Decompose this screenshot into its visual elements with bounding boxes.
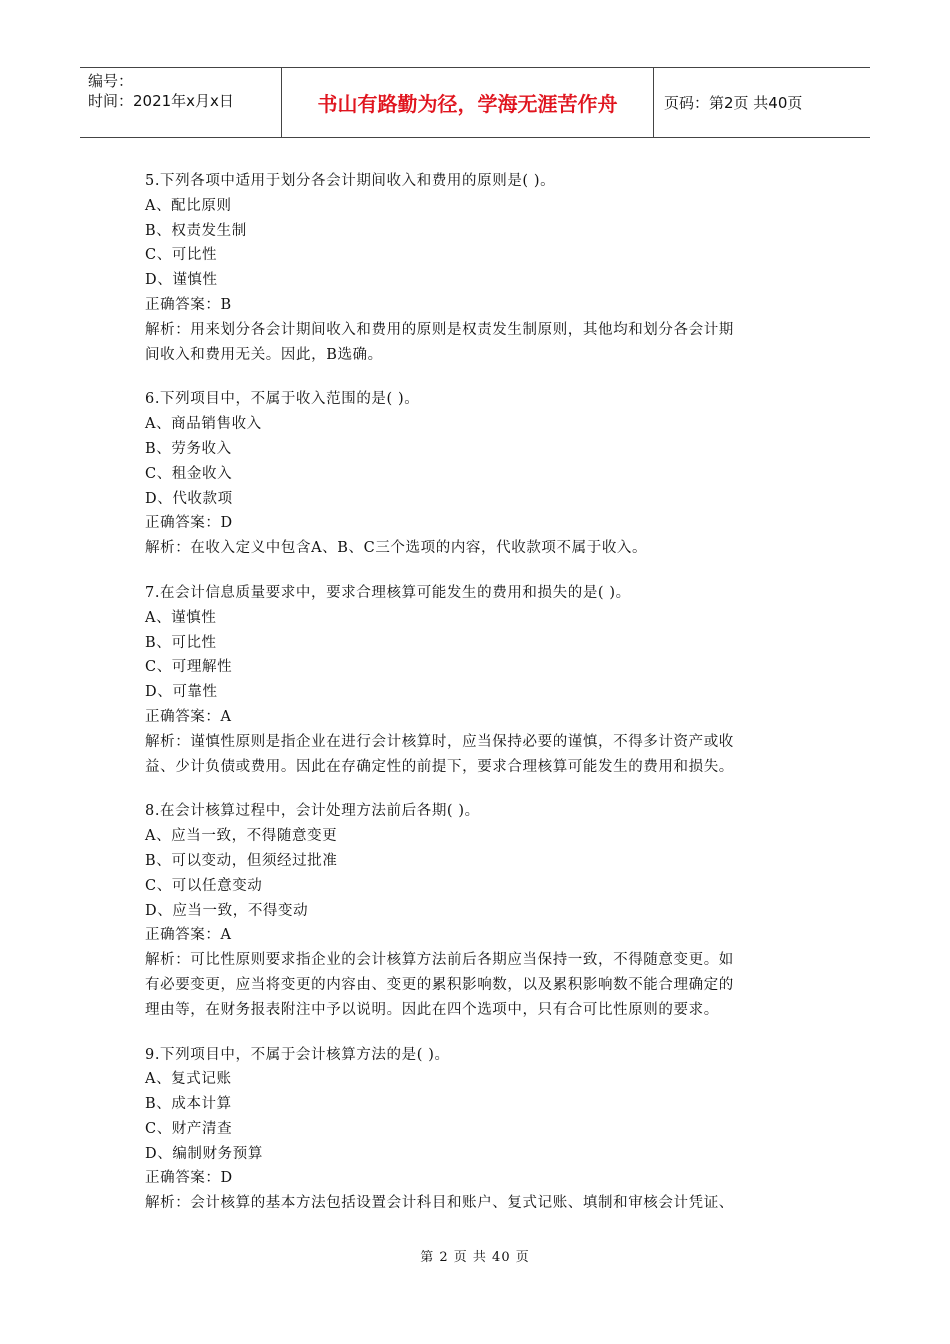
analysis-line: 解析：用来划分各会计期间收入和费用的原则是权责发生制原则，其他均和划分各会计期	[145, 321, 734, 338]
option-a: A、配比原则	[145, 197, 232, 214]
document-time-label: 时间：2021年x月x日	[88, 92, 234, 110]
option-b: B、可比性	[145, 634, 217, 651]
question-stem: 6.下列项目中，不属于收入范围的是( )。	[145, 391, 420, 408]
question-stem: 8.在会计核算过程中，会计处理方法前后各期( )。	[145, 803, 480, 820]
option-a: A、商品销售收入	[145, 416, 262, 433]
header-motto: 书山有路勤为径，学海无涯苦作舟	[282, 68, 654, 137]
question-stem: 5.下列各项中适用于划分各会计期间收入和费用的原则是( )。	[145, 173, 556, 189]
analysis-line: 间收入和费用无关。因此，B选确。	[145, 346, 383, 363]
analysis-line: 益、少计负债或费用。因此在存确定性的前提下，要求合理核算可能发生的费用和损失。	[145, 758, 734, 775]
question-list	[145, 169, 805, 1236]
correct-answer: 正确答案：D	[145, 515, 233, 532]
option-a: A、谨慎性	[145, 609, 217, 626]
option-b: B、劳务收入	[145, 440, 232, 457]
correct-answer: 正确答案：B	[145, 296, 232, 313]
question-block	[145, 169, 805, 367]
option-b: B、可以变动，但须经过批准	[145, 852, 338, 869]
page-header	[80, 67, 870, 138]
option-b: B、权责发生制	[145, 222, 247, 239]
header-meta	[80, 68, 282, 137]
option-c: C、可以任意变动	[145, 877, 263, 894]
document-number-label: 编号：	[88, 72, 134, 90]
analysis-line: 理由等，在财务报表附注中予以说明。因此在四个选项中，只有合可比性原则的要求。	[145, 1001, 719, 1018]
option-d: D、编制财务预算	[145, 1145, 263, 1162]
page-footer: 第 2 页 共 40 页	[420, 1250, 530, 1265]
question-block	[145, 581, 805, 779]
option-d: D、可靠性	[145, 684, 218, 701]
question-block	[145, 799, 805, 1022]
option-c: C、可比性	[145, 247, 218, 264]
correct-answer: 正确答案：A	[145, 708, 232, 725]
header-page-label: 页码：第2页 共40页	[664, 94, 803, 112]
option-c: C、租金收入	[145, 465, 233, 482]
question-block	[145, 387, 805, 561]
correct-answer: 正确答案：D	[145, 1170, 233, 1187]
question-block	[145, 1043, 805, 1217]
analysis-line: 有必要变更，应当将变更的内容由、变更的累积影响数，以及累积影响数不能合理确定的	[145, 976, 734, 993]
option-d: D、代收款项	[145, 490, 233, 507]
option-a: A、复式记账	[145, 1071, 232, 1088]
analysis-line: 解析：谨慎性原则是指企业在进行会计核算时，应当保持必要的谨慎，不得多计资产或收	[145, 733, 734, 750]
option-d: D、应当一致，不得变动	[145, 902, 309, 919]
option-c: C、财产清查	[145, 1120, 233, 1137]
option-a: A、应当一致，不得随意变更	[145, 828, 338, 845]
correct-answer: 正确答案：A	[145, 927, 232, 944]
option-c: C、可理解性	[145, 659, 233, 676]
option-b: B、成本计算	[145, 1096, 232, 1113]
analysis-line: 解析：可比性原则要求指企业的会计核算方法前后各期应当保持一致，不得随意变更。如	[145, 952, 734, 969]
question-stem: 7.在会计信息质量要求中，要求合理核算可能发生的费用和损失的是( )。	[145, 584, 631, 601]
option-d: D、谨慎性	[145, 272, 218, 289]
analysis-line: 解析：会计核算的基本方法包括设置会计科目和账户、复式记账、填制和审核会计凭证、	[145, 1195, 734, 1212]
question-stem: 9.下列项目中，不属于会计核算方法的是( )。	[145, 1046, 450, 1063]
analysis-line: 解析：在收入定义中包含A、B、C三个选项的内容，代收款项不属于收入。	[145, 540, 648, 557]
